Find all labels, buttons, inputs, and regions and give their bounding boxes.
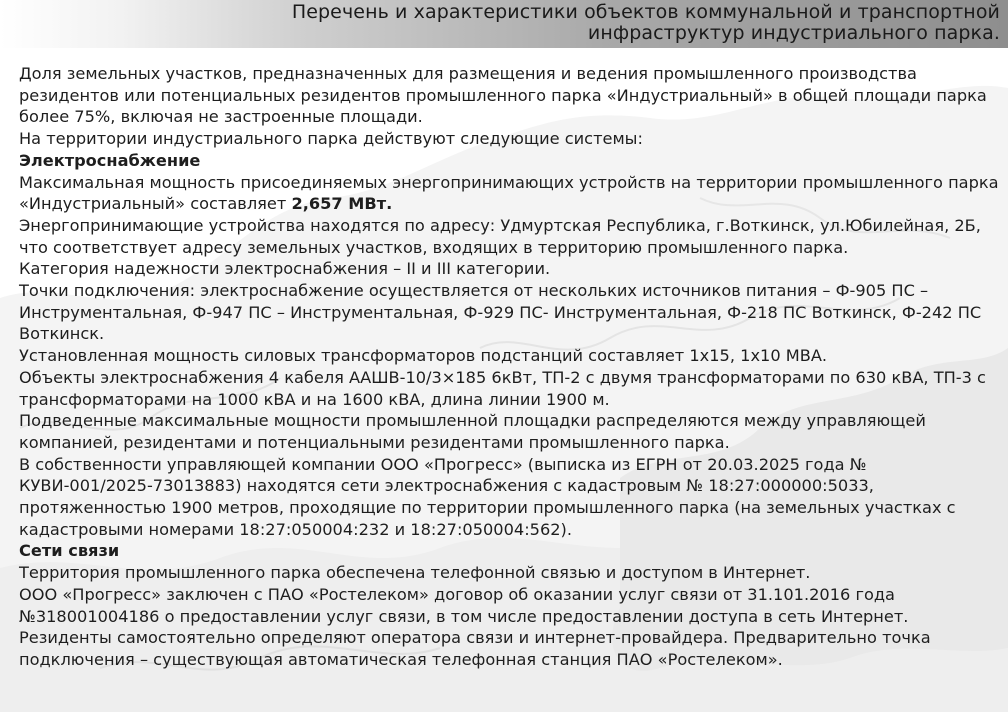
power-paragraph-facilities: Объекты электроснабжения 4 кабеля ААШВ-10/3×185 6кВт, ТП-2 с двумя трансформаторами по 630 кВА, ТП-3 с трансформаторами на 1000 кВА и на 1600 кВА, длина линии 1900 м. [19,367,986,409]
power-paragraph-connection-points: Точки подключения: электроснабжение осуществляется от нескольких источников питания – Ф-905 ПС – Инструментальная, Ф-947 ПС – Инструментальная, Ф-929 ПС- Инструментальная, Ф-218 ПС Воткинск, Ф-242 ПС Воткинск. [19,281,982,344]
intro-paragraph-2: На территории индустриального парка действуют следующие системы: [19,129,643,149]
comms-paragraph-providers: Резиденты самостоятельно определяют оператора связи и интернет-провайдера. Предварительно точка подключения – существующая автоматическая телефонная станция ПАО «Ростелеком». [19,628,931,669]
power-paragraph-reliability: Категория надежности электроснабжения – II и III категории. [19,259,551,279]
power-paragraph-ownership: В собственности управляющей компании ООО «Прогресс» (выписка из ЕГРН от 20.03.2025 года № КУВИ-001/2025-73013883) находятся сети электроснабжения с кадастровым № 18:27:000000:5033, протяженностью 1900 метров, проходящие по территории промышленного парка (на земельных участках с кадастровыми номерами 18:27:050004:232 и 18:27:050004:562). [19,454,956,539]
power-paragraph-address: Энергопринимающие устройства находятся по адресу: Удмуртская Республика, г.Воткинск, ул.Юбилейная, 2Б, что соответствует адресу земельных участков, входящих в территорию промышленного парка. [19,215,981,257]
comms-paragraph-contract: ООО «Прогресс» заключен с ПАО «Ростелеком» договор об оказании услуг связи от 31.101.2016 года №318001004186 о предоставлении услуг связи, в том числе предоставлении доступа в сеть Интернет. [19,584,909,626]
page-title-line-2: инфраструктур индустриального парка. [587,22,1000,44]
section-heading-comms: Сети связи [19,541,120,561]
page-title [240,2,1000,44]
comms-paragraph-coverage: Территория промышленного парка обеспечена телефонной связью и доступом в Интернет. [19,563,811,583]
page-header [0,0,1008,48]
document-body [19,63,999,671]
power-capacity-text: Максимальная мощность присоединяемых энергопринимающих устройств на территории промышленного парка «Индустриальный» составляет [19,172,999,214]
power-paragraph-distribution: Подведенные максимальные мощности промышленной площадки распределяются между управляющей компанией, резидентами и потенциальными резидентами промышленного парка. [19,411,926,452]
power-capacity-value: 2,657 МВт. [291,194,393,214]
section-heading-power: Электроснабжение [19,150,201,170]
power-capacity-paragraph [19,172,999,215]
intro-paragraph-1: Доля земельных участков, предназначенных для размещения и ведения промышленного производства резидентов или потенциальных резидентов промышленного парка «Индустриальный» в общей площади парка более 75%, включая не застроенные площади. [19,64,987,127]
power-paragraph-transformer-capacity: Установленная мощность силовых трансформаторов подстанций составляет 1х15, 1х10 МВА. [19,346,828,366]
page-title-line-1: Перечень и характеристики объектов коммунальной и транспортной [291,1,1000,23]
